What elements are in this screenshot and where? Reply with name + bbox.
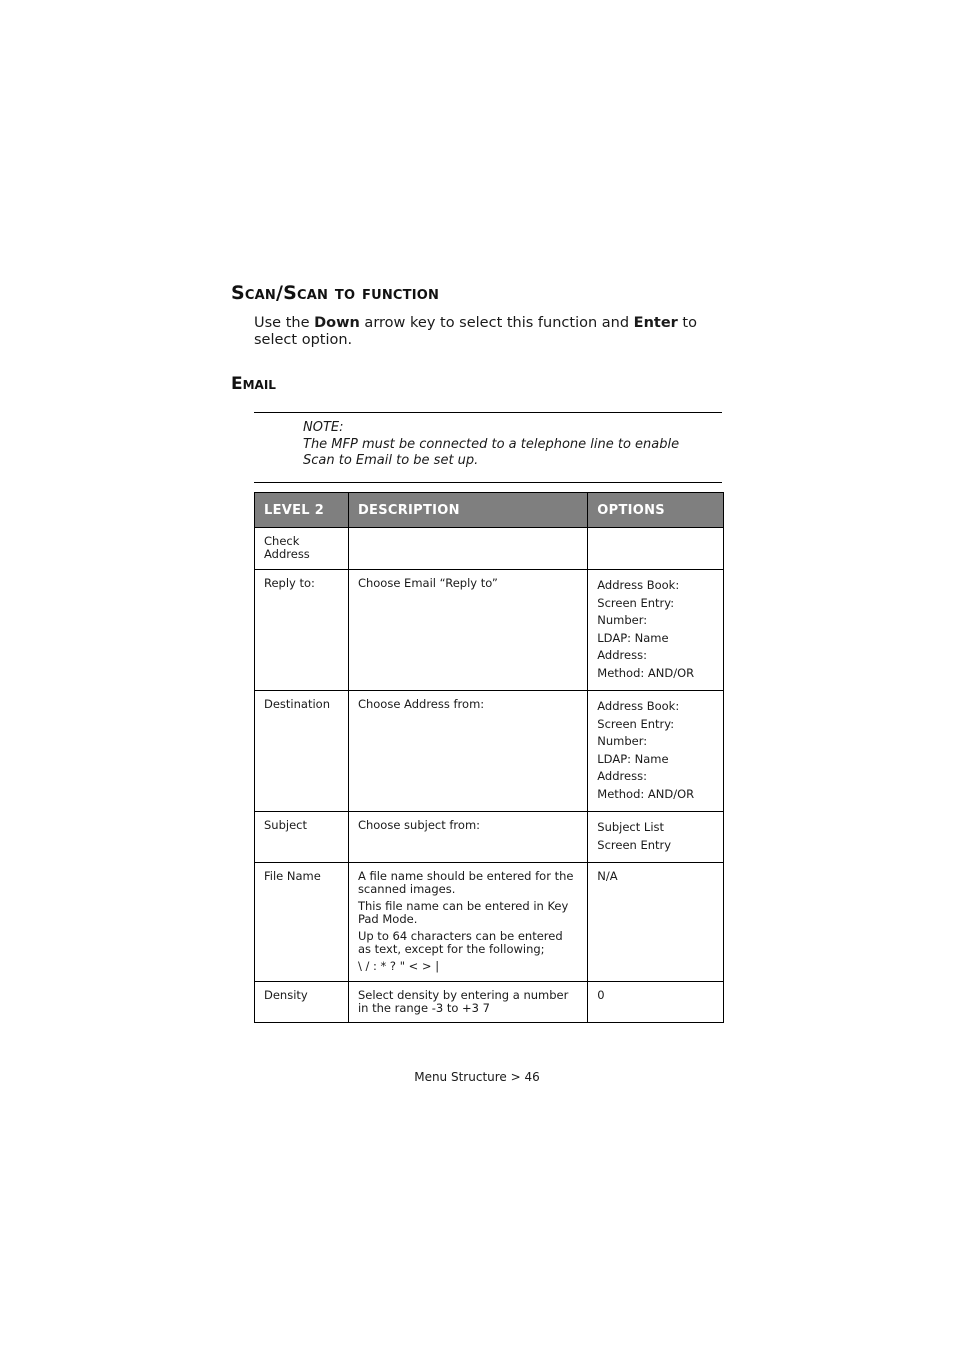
options-cell <box>588 528 724 570</box>
level-cell: Destination <box>255 691 349 812</box>
level-cell: Reply to: <box>255 570 349 691</box>
option-item: Screen Entry: <box>597 595 675 610</box>
level-cell: Density <box>255 982 349 1023</box>
options-cell <box>588 691 724 812</box>
note-top-rule <box>254 412 722 413</box>
option-item: Address: <box>597 648 647 662</box>
description-cell <box>348 570 587 691</box>
table-row <box>255 982 724 1023</box>
header-level: LEVEL 2 <box>255 493 349 528</box>
intro-paragraph <box>254 315 724 349</box>
option-item: Method: AND/OR <box>597 786 695 801</box>
intro-key-down: Down <box>314 315 360 331</box>
options-cell <box>588 982 724 1023</box>
option-item: LDAP: Name <box>597 751 669 766</box>
options-cell <box>588 570 724 691</box>
option-item: Method: AND/OR <box>597 665 695 680</box>
option-item: Address: <box>597 769 647 783</box>
description-text: Choose Email “Reply to” <box>357 576 498 590</box>
table-row <box>255 691 724 812</box>
description-cell <box>348 691 587 812</box>
intro-text-3: to select option. <box>254 315 697 348</box>
description-cell <box>348 982 587 1023</box>
description-text: This file name can be entered in Key Pad Mode. <box>357 899 569 926</box>
description-cell <box>348 812 587 863</box>
note-bottom-rule <box>254 482 722 483</box>
note-box <box>303 420 713 470</box>
description-text: Up to 64 characters can be entered as text, except for the following; <box>357 929 563 956</box>
header-description: DESCRIPTION <box>348 493 587 528</box>
option-item: Address Book: <box>597 699 680 713</box>
intro-text-1: Use the <box>254 315 315 331</box>
table-header-row <box>255 493 724 528</box>
note-text: The MFP must be connected to a telephone line to enable Scan to Email to be set up. <box>303 436 680 468</box>
table-row <box>255 863 724 982</box>
option-item: Address Book: <box>597 578 680 592</box>
option-item: Number: <box>597 613 648 627</box>
options-cell <box>588 863 724 982</box>
options-cell <box>588 812 724 863</box>
option-item: Number: <box>597 734 648 748</box>
table-row <box>255 812 724 863</box>
table-row <box>255 570 724 691</box>
description-text: A file name should be entered for the scanned images. <box>357 869 574 896</box>
option-item: Screen Entry: <box>597 716 675 731</box>
description-text: Choose Address from: <box>357 697 485 711</box>
description-text: Select density by entering a number in the range -3 to +3 7 <box>357 988 569 1015</box>
description-text: Choose subject from: <box>357 818 481 832</box>
intro-key-enter: Enter <box>633 315 678 331</box>
page-footer: Menu Structure > 46 <box>414 1070 540 1084</box>
level-cell: Check Address <box>255 528 349 570</box>
header-options: OPTIONS <box>588 493 724 528</box>
table-row <box>255 528 724 570</box>
option-item: 0 <box>597 988 605 1002</box>
subsection-title: Email <box>231 374 276 394</box>
level-cell: Subject <box>255 812 349 863</box>
level-cell: File Name <box>255 863 349 982</box>
option-item: N/A <box>597 869 618 883</box>
note-label: NOTE: <box>303 420 344 435</box>
description-cell <box>348 863 587 982</box>
menu-table <box>254 492 724 1023</box>
option-item: LDAP: Name <box>597 630 669 645</box>
option-item: Screen Entry <box>597 837 672 852</box>
option-item: Subject List <box>597 820 665 834</box>
description-text: \ / : * ? " < > | <box>357 959 440 973</box>
section-title: Scan/Scan to function <box>231 282 440 304</box>
description-cell <box>348 528 587 570</box>
intro-text-2: arrow key to select this function and <box>359 315 634 331</box>
